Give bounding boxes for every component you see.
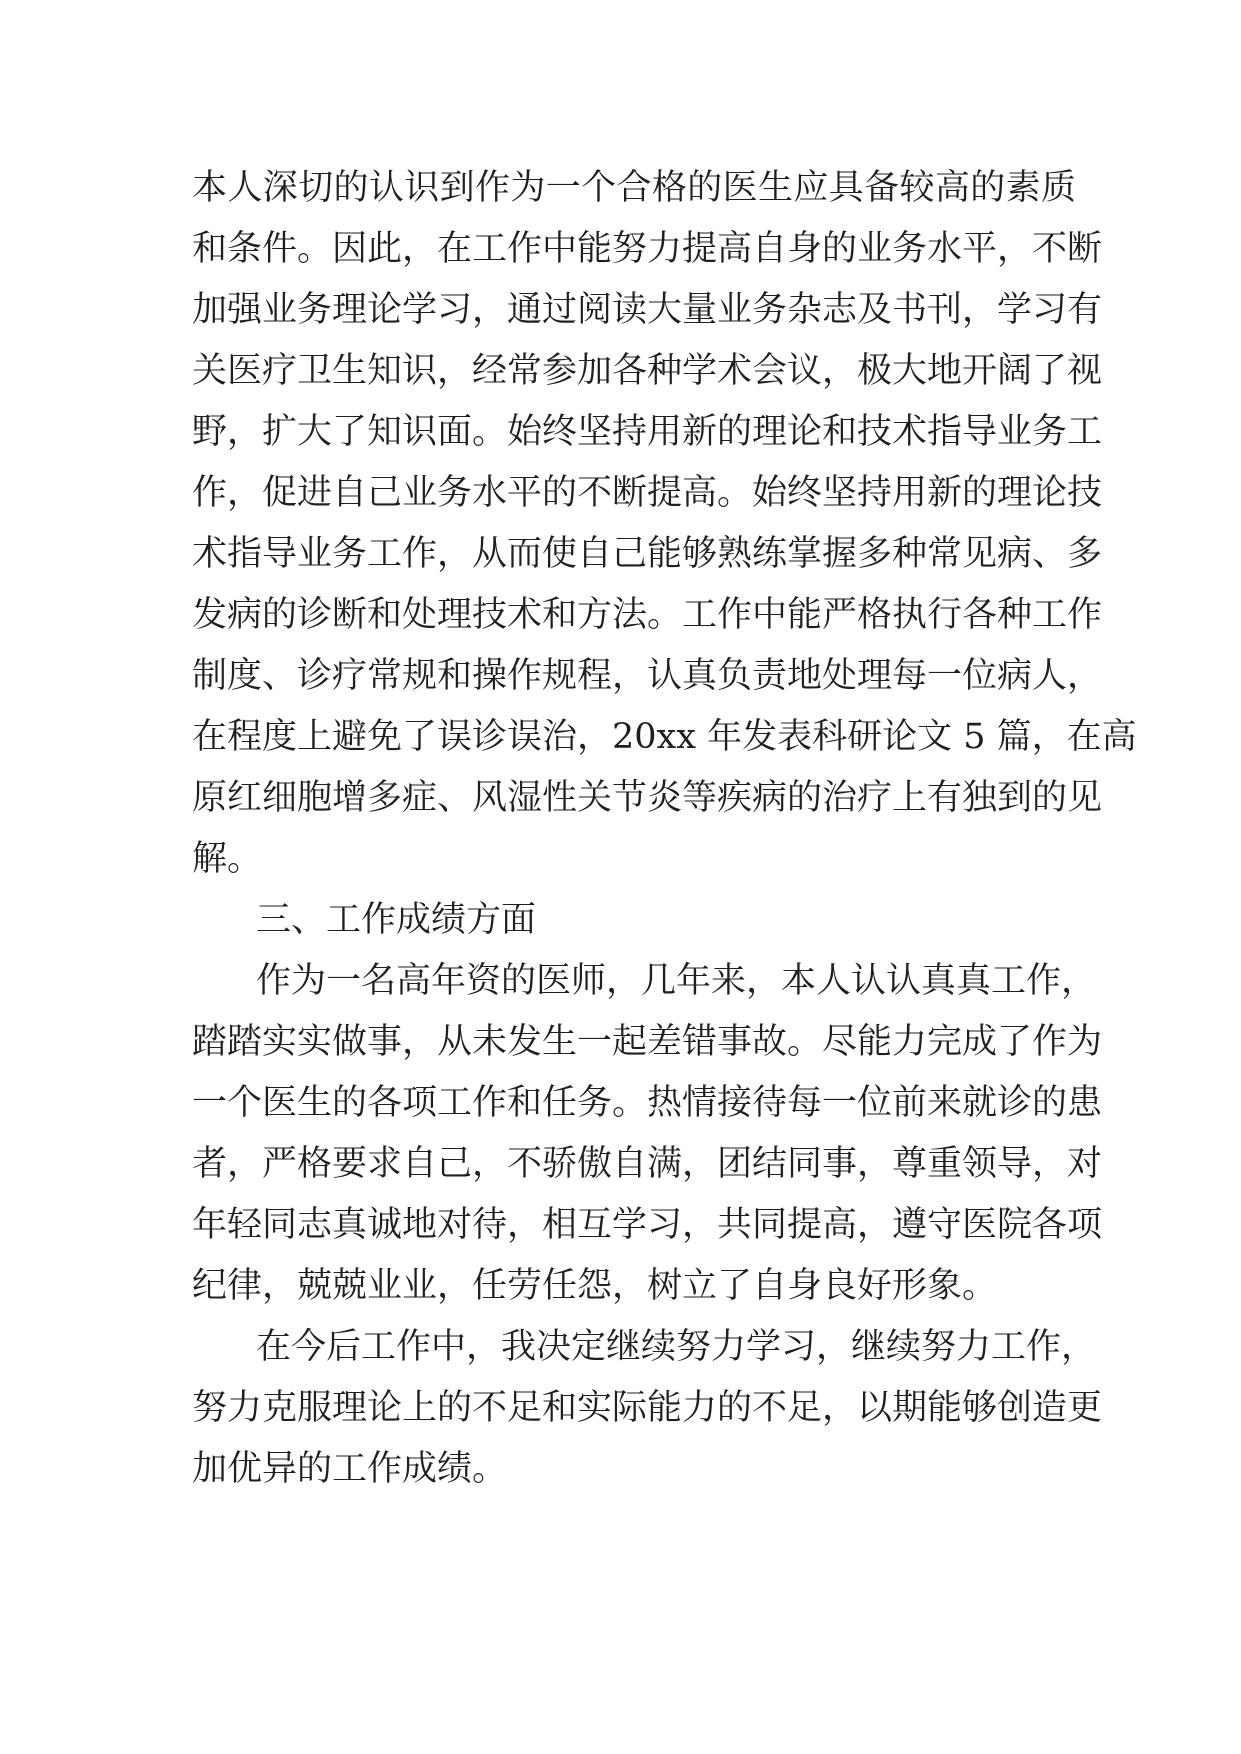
body-line: 作为一名高年资的医师，几年来，本人认认真真工作， — [256, 961, 1097, 1001]
body-line: 加强业务理论学习，通过阅读大量业务杂志及书刊，学习有 — [192, 290, 1103, 330]
body-line: 解。 — [192, 839, 263, 879]
body-line: 发病的诊断和处理技术和方法。工作中能严格执行各种工作 — [192, 595, 1103, 635]
body-line: 原红细胞增多症、风湿性关节炎等疾病的治疗上有独到的见 — [192, 778, 1103, 818]
section-heading: 三、工作成绩方面 — [256, 900, 537, 940]
body-line: 术指导业务工作，从而使自己能够熟练掌握多种常见病、多 — [192, 534, 1103, 574]
body-line: 年轻同志真诚地对待，相互学习，共同提高，遵守医院各项 — [192, 1205, 1103, 1245]
body-line: 在程度上避免了误诊误治，20xx 年发表科研论文 5 篇，在高 — [192, 717, 1137, 757]
body-line: 一个医生的各项工作和任务。热情接待每一位前来就诊的患 — [192, 1083, 1103, 1123]
body-line: 本人深切的认识到作为一个合格的医生应具备较高的素质 — [192, 168, 1076, 208]
body-line: 者，严格要求自己，不骄傲自满，团结同事，尊重领导，对 — [192, 1144, 1103, 1184]
body-line: 加优异的工作成绩。 — [192, 1449, 508, 1489]
body-line: 努力克服理论上的不足和实际能力的不足，以期能够创造更 — [192, 1388, 1103, 1428]
body-line: 在今后工作中，我决定继续努力学习，继续努力工作， — [256, 1327, 1097, 1367]
body-line: 和条件。因此，在工作中能努力提高自身的业务水平，不断 — [192, 229, 1103, 269]
body-line: 踏踏实实做事，从未发生一起差错事故。尽能力完成了作为 — [192, 1022, 1103, 1062]
body-line: 作，促进自己业务水平的不断提高。始终坚持用新的理论技 — [192, 473, 1103, 513]
body-line: 野，扩大了知识面。始终坚持用新的理论和技术指导业务工 — [192, 412, 1103, 452]
document-body — [192, 158, 1137, 1500]
body-line: 制度、诊疗常规和操作规程，认真负责地处理每一位病人， — [192, 656, 1103, 696]
body-line: 纪律，兢兢业业，任劳任怨，树立了自身良好形象。 — [192, 1266, 998, 1306]
body-line: 关医疗卫生知识，经常参加各种学术会议，极大地开阔了视 — [192, 351, 1103, 391]
